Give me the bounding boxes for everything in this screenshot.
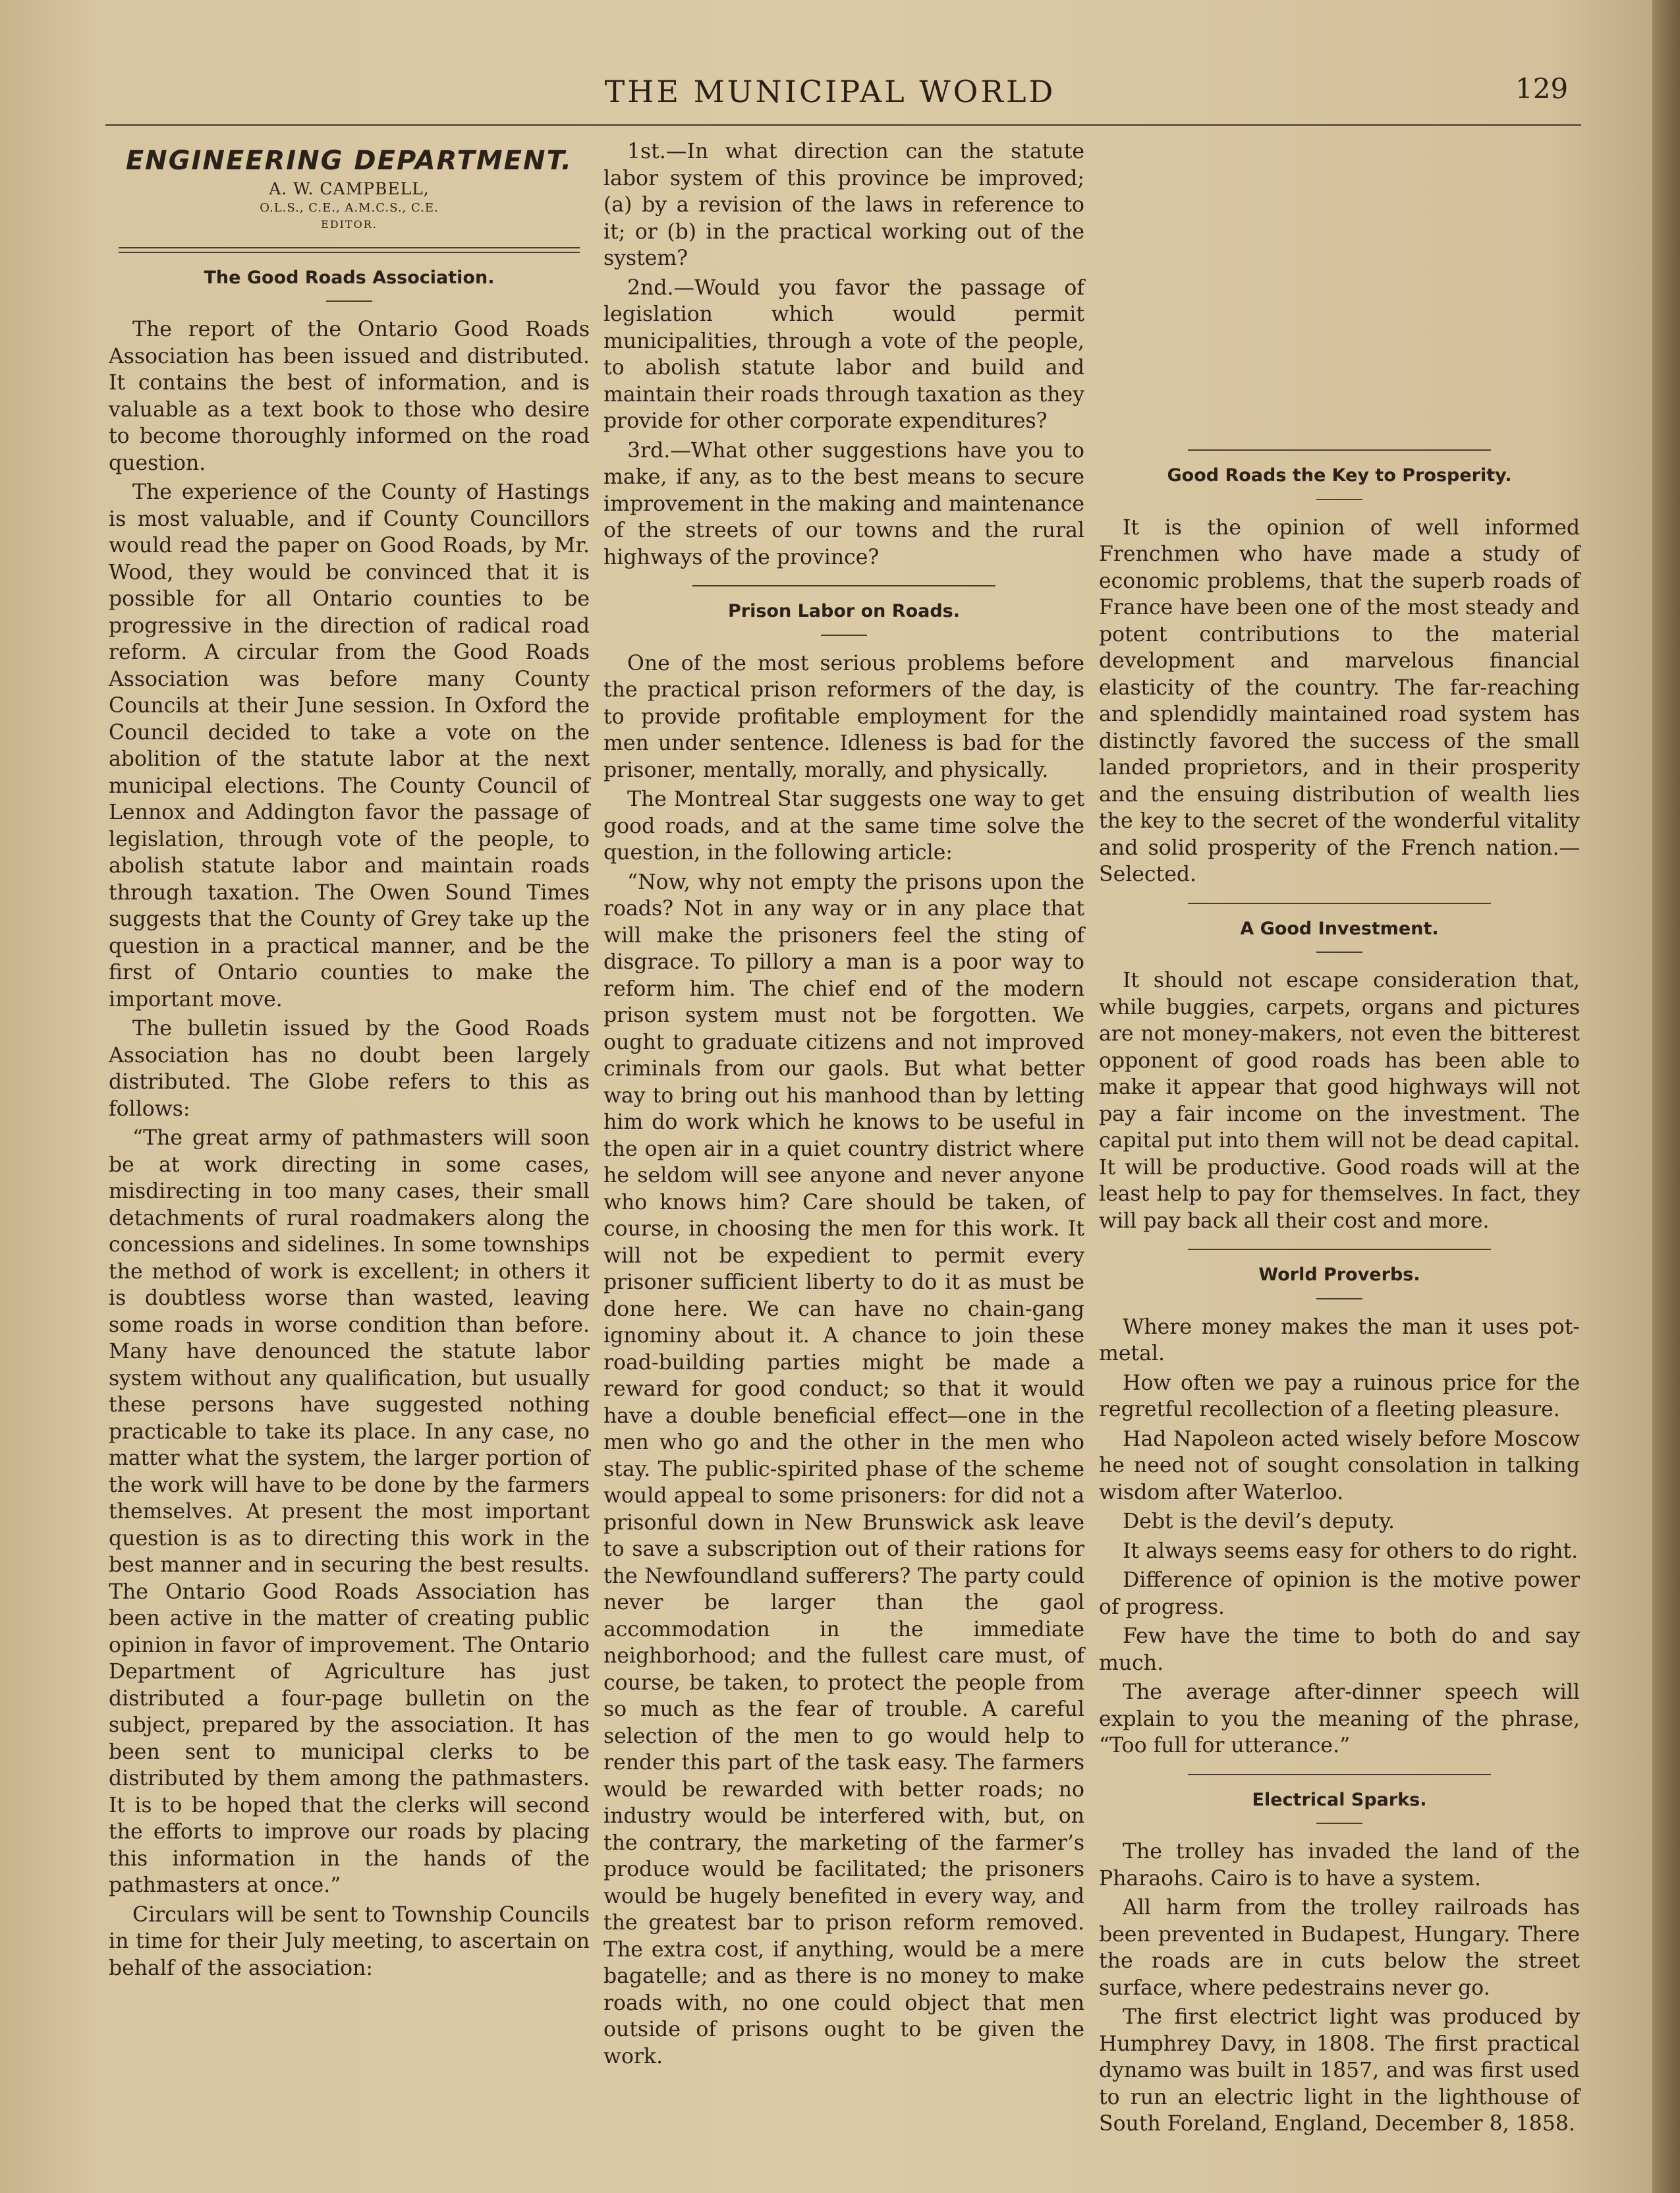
proverb: How often we pay a ruinous price for the regretful recollection of a fleeting pleasure.: [1099, 1371, 1580, 1421]
question-paragraph: 3rd.—What other suggestions have you to make, if any, as to the best means to secure improvement in the making and maintenance of the streets of our towns and the rural highways of the province?: [603, 438, 1084, 569]
paragraph: The Montreal Star suggests one way to get good roads, and at the same time solve the question, in the following article:: [603, 787, 1084, 865]
masthead: THE MUNICIPAL WORLD: [604, 74, 1056, 109]
title-rule: [1316, 1298, 1362, 1299]
paragraph: All harm from the trolley railroads has been prevented in Budapest, Hungary. There the roads are in cuts below the street surface, where pedestrains never go.: [1099, 1896, 1580, 2000]
question-paragraph: 2nd.—Would you favor the passage of legislation which would permit municipalities, through a vote of the people, to abolish statute labor and build and maintain their roads through taxation as they provide for other corporate expenditures?: [603, 275, 1084, 433]
paragraph: The first electrict light was produced by Humphrey Davy, in 1808. The first practical dynamo was built in 1857, and was first used to run an electric light in the lighthouse of South Foreland, England, December 8, 1858.: [1099, 2005, 1580, 2136]
department-editor: A. W. CAMPBELL,: [269, 179, 430, 198]
department-divider: [119, 247, 580, 253]
proverb: Debt is the devil’s deputy.: [1123, 1510, 1395, 1533]
paragraph: It should not escape consideration that, while buggies, carpets, organs and pictures are not money-makers, not even the bitterest opponent of good roads has been able to make it appear that good highways will not pay a fair income on the investment. The capital put into them will not be dead capital. It will be productive. Good roads will at the least help to pay for themselves. In fact, they will pay back all their cost and more.: [1099, 969, 1580, 1233]
paragraph: It is the opinion of well informed Frenchmen who have made a study of economic problems, that the superb roads of France have been one of the most steady and potent contributions to the material development and marvelous financial elasticity of the country. The far-reaching and splendidly maintained road system has distinctly favored the success of the small landed proprietors, and in their prosperity and the ensuing distribution of wealth lies the key to the secret of the wonderful vitality and solid prosperity of the French nation.—Selected.: [1099, 515, 1580, 886]
page-binding-edge: [1652, 0, 1680, 2193]
title-rule: [326, 300, 372, 302]
page-number: 129: [1515, 72, 1569, 105]
column-1: [109, 138, 590, 1984]
proverb: Difference of opinion is the motive power of progress.: [1099, 1568, 1580, 1619]
department-credentials: O.L.S., C.E., A.M.C.S., C.E.: [260, 200, 439, 215]
paragraph: The trolley has invaded the land of the Pharaohs. Cairo is to have a system.: [1099, 1840, 1580, 1891]
paragraph: Circulars will be sent to Township Councils in time for their July meeting, to ascertain on behalf of the association:: [109, 1902, 590, 1980]
article-title-key-to-prosperity: Good Roads the Key to Prosperity.: [1167, 465, 1512, 486]
paragraph: The bulletin issued by the Good Roads Association has no doubt been largely distributed. The Globe refers to this as follows:: [109, 1017, 590, 1121]
section-divider: [1188, 449, 1491, 451]
question-paragraph: 1st.—In what direction can the statute labor system of this province be improved; (a) by a revision of the laws in reference to it; or (b) in the practical working out of the system?: [603, 140, 1084, 270]
article-title-good-roads-association: The Good Roads Association.: [204, 267, 495, 288]
article-title-electrical-sparks: Electrical Sparks.: [1252, 1789, 1427, 1810]
title-rule: [821, 635, 867, 636]
article-title-world-proverbs: World Proverbs.: [1258, 1265, 1420, 1285]
title-rule: [1316, 1823, 1362, 1824]
column-3: [1099, 435, 1580, 2140]
department-title: ENGINEERING DEPARTMENT.: [125, 146, 573, 176]
section-divider: [692, 585, 995, 586]
section-divider: [1188, 903, 1491, 904]
paragraph: The report of the Ontario Good Roads Association has been issued and distributed. It contains the best of information, and is valuable as a text book to those who desire to become thoroughly informed on the road question.: [109, 318, 590, 475]
proverb: Had Napoleon acted wisely before Moscow he need not of sought consolation in talking wisdom after Waterloo.: [1099, 1427, 1580, 1504]
column-2: [603, 138, 1084, 2072]
proverb: It always seems easy for others to do right.: [1123, 1539, 1579, 1563]
quoted-paragraph: “The great army of pathmasters will soon be at work directing in some cases, misdirecting in too many cases, their small detachments of rural roadmakers along the concessions and sidelines. In some townships the method of work is excellent; in others it is doubtless worse than wasted, leaving some roads in worse condition than before. Many have denounced the statute labor system without any qualification, but usually these persons have suggested nothing practicable to take its place. In any case, no matter what the system, the larger portion of the work will have to be done by the farmers themselves. At present the most important question is as to directing this work in the best manner and in securing the best results. The Ontario Good Roads Association has been active in the matter of creating public opinion in favor of improvement. The Ontario Department of Agriculture has just distributed a four-page bulletin on the subject, prepared by the association. It has been sent to municipal clerks to be distributed by them among the pathmasters. It is to be hoped that the clerks will second the efforts to improve our roads by placing this information in the hands of the pathmasters at once.”: [109, 1126, 590, 1897]
section-divider: [1188, 1249, 1491, 1250]
header-rule: [105, 124, 1581, 126]
title-rule: [1316, 499, 1362, 500]
paragraph: One of the most serious problems before the practical prison reformers of the day, is to provide profitable employment for the men under sentence. Idleness is bad for the prisoner, mentally, morally, and physically.: [603, 651, 1084, 782]
article-title-prison-labor: Prison Labor on Roads.: [727, 601, 960, 621]
proverb: Where money makes the man it uses pot-metal.: [1099, 1315, 1580, 1365]
department-role: EDITOR.: [321, 217, 378, 231]
proverb: The average after-dinner speech will explain to you the meaning of the phrase, “Too full for utterance.”: [1099, 1680, 1580, 1757]
quoted-paragraph: “Now, why not empty the prisons upon the roads? Not in any way or in any place that will make the prisoners feel the sting of disgrace. To pillory a man is a poor way to reform him. The chief end of the modern prison system must not be forgotten. We ought to graduate citizens and not improved criminals from our gaols. But what better way to bring out his manhood than by letting him do work which he knows to be useful in the open air in a quiet country district where he seldom will see anyone and never anyone who knows him? Care should be taken, of course, in choosing the men for this work. It will not be expedient to permit every prisoner sufficient liberty to do it as must be done here. We can have no chain-gang ignominy about it. A chance to join these road-building parties might be made a reward for good conduct; so that it would have a double beneficial effect—one in the men who go and the other in the men who stay. The public-spirited phase of the scheme would appeal to some prisoners: for did not a prisonful down in New Brunswick ask leave to save a subscription out of their rations for the Newfoundland sufferers? The party could never be larger than the gaol accommodation in the immediate neighborhood; and the fullest care must, of course, be taken, to protect the people from so much as the fear of trouble. A careful selection of the men to go would help to render this part of the task easy. The farmers would be rewarded with better roads; no industry would be interfered with, but, on the contrary, the marketing of the farmer’s produce would be facilitated; the prisoners would be hugely benefited in every way, and the greatest bar to prison reform removed. The extra cost, if anything, would be a mere bagatelle; and as there is no money to make roads with, no one could object that men outside of prisons ought to be given the work.: [603, 870, 1084, 2068]
proverb: Few have the time to both do and say much.: [1099, 1624, 1580, 1675]
article-title-good-investment: A Good Investment.: [1240, 918, 1439, 939]
section-divider: [1188, 1774, 1491, 1775]
title-rule: [1316, 952, 1362, 953]
paragraph: The experience of the County of Hastings is most valuable, and if County Councillors would read the paper on Good Roads, by Mr. Wood, they would be convinced that it is possible for all Ontario counties to be progressive in the direction of radical road reform. A circular from the Good Roads Association was before many County Councils at their June session. In Oxford the Council decided to take a vote on the abolition of the statute labor at the next municipal elections. The County Council of Lennox and Addington favor the passage of legislation, through vote of the people, to abolish statute labor and maintain roads through taxation. The Owen Sound Times suggests that the County of Grey take up the question in a practical manner, and be the first of Ontario counties to make the important move.: [109, 480, 590, 1011]
